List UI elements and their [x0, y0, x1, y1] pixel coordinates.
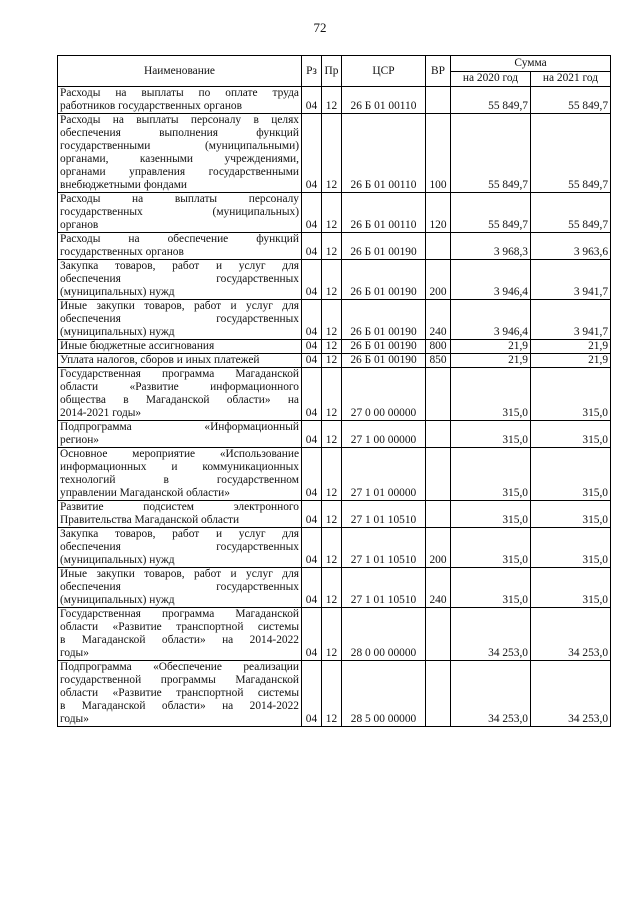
row-sum-2021: 315,0	[531, 368, 611, 421]
row-pr: 12	[322, 260, 342, 300]
row-csr: 26 Б 01 00110	[342, 87, 426, 114]
row-name-line: Иные закупки товаров, работ и услуг для	[60, 568, 299, 580]
row-name	[58, 193, 302, 233]
row-vr: 240	[426, 568, 451, 608]
row-name-line: Подпрограмма «Информационный	[60, 421, 299, 433]
row-sum-2020: 315,0	[451, 421, 531, 448]
row-name-line: в Магаданской области» на 2014-2022	[60, 700, 299, 712]
row-rz: 04	[302, 528, 322, 568]
row-name	[58, 340, 302, 354]
row-name-line: Уплата налогов, сборов и иных платежей	[60, 354, 260, 366]
row-name-line: Правительства Магаданской области	[60, 514, 240, 526]
row-name-line: годы»	[60, 713, 89, 725]
row-rz: 04	[302, 448, 322, 501]
row-name-line: Иные закупки товаров, работ и услуг для	[60, 300, 299, 312]
row-pr: 12	[322, 421, 342, 448]
row-pr: 12	[322, 114, 342, 193]
row-vr	[426, 233, 451, 260]
row-pr: 12	[322, 528, 342, 568]
row-vr: 120	[426, 193, 451, 233]
row-sum-2020: 34 253,0	[451, 608, 531, 661]
row-name	[58, 608, 302, 661]
budget-table	[57, 55, 611, 727]
row-name-line: (муниципальных) нужд	[60, 286, 175, 298]
row-pr: 12	[322, 501, 342, 528]
row-sum-2021: 315,0	[531, 501, 611, 528]
row-name-line: Закупка товаров, работ и услуг для	[60, 260, 299, 272]
row-name-line: информационных и коммуникационных	[60, 461, 299, 473]
row-name-line: органами, казенными учреждениями,	[60, 153, 299, 165]
row-name-line: внебюджетными фондами	[60, 179, 188, 191]
row-name	[58, 233, 302, 260]
row-pr: 12	[322, 193, 342, 233]
row-csr: 26 Б 01 00190	[342, 260, 426, 300]
row-csr: 26 Б 01 00190	[342, 354, 426, 368]
table-row	[58, 87, 611, 114]
row-name	[58, 260, 302, 300]
row-name-line: органами управления государственными	[60, 166, 299, 178]
row-sum-2020: 21,9	[451, 340, 531, 354]
table-row	[58, 114, 611, 193]
row-rz: 04	[302, 568, 322, 608]
row-sum-2020: 315,0	[451, 368, 531, 421]
row-name-line: Подпрограмма «Обеспечение реализации	[60, 661, 299, 673]
row-sum-2020: 3 968,3	[451, 233, 531, 260]
table-body	[58, 87, 611, 727]
row-name	[58, 87, 302, 114]
row-rz: 04	[302, 340, 322, 354]
row-name-line: Закупка товаров, работ и услуг для	[60, 528, 299, 540]
row-rz: 04	[302, 260, 322, 300]
row-pr: 12	[322, 300, 342, 340]
row-name-line: Развитие подсистем электронного	[60, 501, 299, 513]
row-vr	[426, 501, 451, 528]
row-sum-2020: 21,9	[451, 354, 531, 368]
table-row	[58, 661, 611, 727]
row-sum-2021: 34 253,0	[531, 608, 611, 661]
row-sum-2021: 315,0	[531, 421, 611, 448]
table-row	[58, 260, 611, 300]
row-pr: 12	[322, 354, 342, 368]
table-row	[58, 300, 611, 340]
row-name-line: Государственная программа Магаданской	[60, 608, 299, 620]
row-name-line: государственной программы Магаданской	[60, 674, 299, 686]
row-rz: 04	[302, 608, 322, 661]
row-name-line: обеспечения государственных	[60, 541, 299, 553]
row-vr: 800	[426, 340, 451, 354]
row-sum-2020: 315,0	[451, 568, 531, 608]
row-sum-2020: 315,0	[451, 528, 531, 568]
page-number: 72	[313, 20, 327, 35]
row-vr: 240	[426, 300, 451, 340]
row-csr: 27 1 01 00000	[342, 448, 426, 501]
row-vr: 200	[426, 260, 451, 300]
table-row	[58, 528, 611, 568]
row-csr: 26 Б 01 00190	[342, 300, 426, 340]
row-sum-2021: 21,9	[531, 354, 611, 368]
row-csr: 27 1 00 00000	[342, 421, 426, 448]
row-name-line: работников государственных органов	[60, 100, 243, 112]
row-name	[58, 661, 302, 727]
row-vr	[426, 448, 451, 501]
row-sum-2021: 55 849,7	[531, 114, 611, 193]
row-name	[58, 368, 302, 421]
row-name-line: регион»	[60, 434, 100, 446]
row-name	[58, 501, 302, 528]
row-csr: 28 0 00 00000	[342, 608, 426, 661]
row-rz: 04	[302, 233, 322, 260]
row-sum-2021: 21,9	[531, 340, 611, 354]
row-pr: 12	[322, 340, 342, 354]
row-name-line: обеспечения государственных	[60, 313, 299, 325]
row-pr: 12	[322, 661, 342, 727]
row-sum-2020: 3 946,4	[451, 260, 531, 300]
row-csr: 27 0 00 00000	[342, 368, 426, 421]
row-sum-2021: 3 941,7	[531, 260, 611, 300]
row-name	[58, 448, 302, 501]
row-name	[58, 421, 302, 448]
row-csr: 27 1 01 10510	[342, 528, 426, 568]
row-name	[58, 528, 302, 568]
row-name	[58, 568, 302, 608]
row-name-line: органов	[60, 219, 99, 231]
table-row	[58, 340, 611, 354]
row-sum-2021: 55 849,7	[531, 87, 611, 114]
row-rz: 04	[302, 368, 322, 421]
row-name-line: технологий в государственном	[60, 474, 299, 486]
row-rz: 04	[302, 193, 322, 233]
row-sum-2021: 315,0	[531, 528, 611, 568]
row-name-line: (муниципальных) нужд	[60, 326, 175, 338]
row-name	[58, 300, 302, 340]
row-name-line: общества в Магаданской области» на	[60, 394, 299, 406]
row-name-line: Иные бюджетные ассигнования	[60, 340, 215, 352]
row-rz: 04	[302, 354, 322, 368]
row-name-line: области «Развитие транспортной системы	[60, 621, 299, 633]
row-rz: 04	[302, 300, 322, 340]
row-name-line: обеспечения выполнения функций	[60, 127, 299, 139]
row-sum-2021: 315,0	[531, 448, 611, 501]
row-vr: 850	[426, 354, 451, 368]
row-sum-2020: 315,0	[451, 448, 531, 501]
table-row	[58, 354, 611, 368]
row-sum-2020: 34 253,0	[451, 661, 531, 727]
row-pr: 12	[322, 448, 342, 501]
row-name-line: государственных органов	[60, 246, 184, 258]
table-row	[58, 448, 611, 501]
row-sum-2020: 55 849,7	[451, 114, 531, 193]
header-rz: Рз	[302, 56, 322, 87]
row-name-line: Расходы на выплаты по оплате труда	[60, 87, 299, 99]
row-rz: 04	[302, 87, 322, 114]
row-pr: 12	[322, 608, 342, 661]
row-csr: 26 Б 01 00110	[342, 193, 426, 233]
row-name-line: (муниципальных) нужд	[60, 594, 175, 606]
table-row	[58, 608, 611, 661]
header-name: Наименование	[58, 56, 302, 87]
row-csr: 26 Б 01 00190	[342, 233, 426, 260]
row-rz: 04	[302, 114, 322, 193]
header-sum: Сумма	[451, 56, 611, 72]
row-name-line: обеспечения государственных	[60, 273, 299, 285]
row-sum-2020: 3 946,4	[451, 300, 531, 340]
row-rz: 04	[302, 661, 322, 727]
row-name-line: области «Развитие транспортной системы	[60, 687, 299, 699]
row-vr	[426, 661, 451, 727]
row-name-line: (муниципальных) нужд	[60, 554, 175, 566]
row-name-line: Расходы на выплаты персоналу	[60, 193, 299, 205]
table-row	[58, 421, 611, 448]
row-rz: 04	[302, 501, 322, 528]
row-pr: 12	[322, 87, 342, 114]
row-pr: 12	[322, 568, 342, 608]
row-name	[58, 114, 302, 193]
row-name-line: Государственная программа Магаданской	[60, 368, 299, 380]
row-vr	[426, 421, 451, 448]
row-name-line: управлении Магаданской области»	[60, 487, 230, 499]
table-row	[58, 501, 611, 528]
row-name-line: Основное мероприятие «Использование	[60, 448, 299, 460]
row-csr: 27 1 01 10510	[342, 501, 426, 528]
header-csr: ЦСР	[342, 56, 426, 87]
row-csr: 26 Б 01 00190	[342, 340, 426, 354]
row-pr: 12	[322, 233, 342, 260]
row-rz: 04	[302, 421, 322, 448]
row-name-line: Расходы на выплаты персоналу в целях	[60, 114, 299, 126]
row-name-line: 2014-2021 годы»	[60, 407, 142, 419]
row-sum-2021: 3 963,6	[531, 233, 611, 260]
row-name-line: годы»	[60, 647, 89, 659]
header-year-2021: на 2021 год	[531, 71, 611, 87]
row-name-line: Расходы на обеспечение функций	[60, 233, 299, 245]
table-row	[58, 193, 611, 233]
row-name-line: государственных (муниципальных)	[60, 206, 299, 218]
row-sum-2021: 3 941,7	[531, 300, 611, 340]
row-sum-2021: 55 849,7	[531, 193, 611, 233]
row-sum-2020: 315,0	[451, 501, 531, 528]
row-vr	[426, 368, 451, 421]
row-sum-2020: 55 849,7	[451, 87, 531, 114]
row-vr: 100	[426, 114, 451, 193]
row-sum-2021: 315,0	[531, 568, 611, 608]
row-vr: 200	[426, 528, 451, 568]
row-name-line: обеспечения государственных	[60, 581, 299, 593]
row-name-line: в Магаданской области» на 2014-2022	[60, 634, 299, 646]
row-vr	[426, 608, 451, 661]
row-name-line: области «Развитие информационного	[60, 381, 299, 393]
header-vr: ВР	[426, 56, 451, 87]
table-row	[58, 368, 611, 421]
table-row	[58, 233, 611, 260]
row-csr: 28 5 00 00000	[342, 661, 426, 727]
table-row	[58, 568, 611, 608]
row-name-line: государственными (муниципальными)	[60, 140, 299, 152]
row-pr: 12	[322, 368, 342, 421]
row-name	[58, 354, 302, 368]
row-sum-2020: 55 849,7	[451, 193, 531, 233]
row-vr	[426, 87, 451, 114]
row-csr: 26 Б 01 00110	[342, 114, 426, 193]
row-sum-2021: 34 253,0	[531, 661, 611, 727]
header-year-2020: на 2020 год	[451, 71, 531, 87]
header-pr: Пр	[322, 56, 342, 87]
row-csr: 27 1 01 10510	[342, 568, 426, 608]
